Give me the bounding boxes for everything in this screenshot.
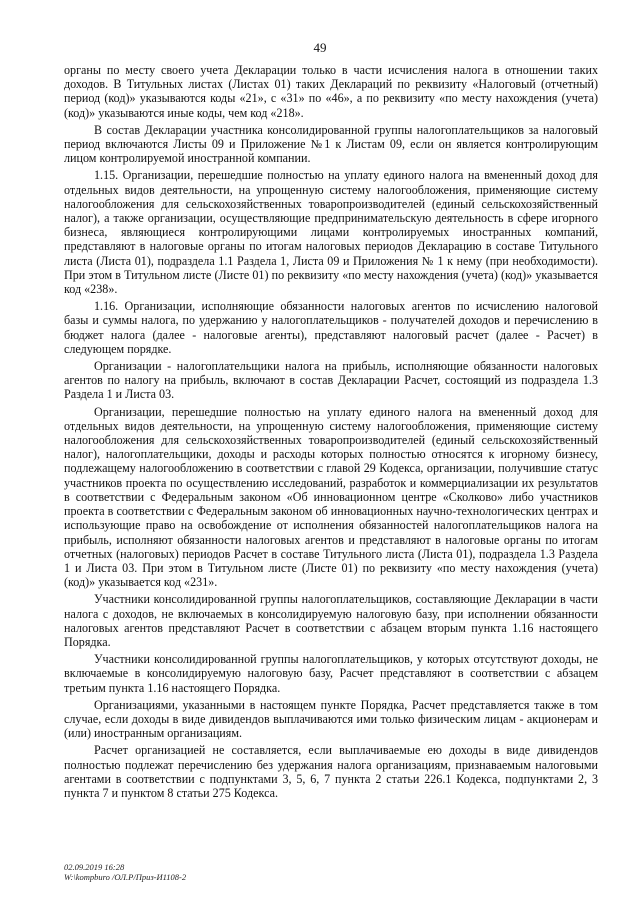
paragraph: Организации - налогоплательщики налога на прибыль, исполняющие обязанности налоговых агентов по налогу на прибыль, включают в состав Декларации Расчет, состоящий из подраздела 1.3 Раздела 1 и Листа 03.	[64, 359, 598, 402]
paragraph: Участники консолидированной группы налогоплательщиков, у которых отсутствуют доходы, не включаемые в консолидируемую налоговую базу, Расчет представляют в соответствии с абзацем третьим пункта 1.16 настоящего Порядка.	[64, 652, 598, 695]
paragraph: органы по месту своего учета Декларации только в части исчисления налога в отношении таких доходов. В Титульных листах (Листах 01) таких Деклараций по реквизиту «Налоговый (отчетный) период (код)» указываются коды «21», с «31» по «46», а по реквизиту «по месту нахождения (учета) (код)» указываются иные коды, чем код «218».	[64, 63, 598, 120]
document-footer	[64, 862, 186, 882]
footer-date: 02.09.2019 16:28	[64, 862, 125, 872]
page-number: 49	[313, 40, 327, 55]
paragraph: 1.15. Организации, перешедшие полностью на уплату единого налога на вмененный доход для отдельных видов деятельности, на упрощенную систему налогообложения, применяющие систему налогообложения для сельскохозяйственных товаропроизводителей (единый сельскохозяйственный налог), а также организации, осуществляющие предпринимательскую деятельность в сфере игорного бизнеса, являющиеся контролирующими лицами контролируемых иностранных компаний, представляют в налоговые органы по итогам налоговых периодов Декларацию в составе Титульного листа (Листа 01), подраздела 1.1 Раздела 1, Листа 09 и Приложения № 1 к нему (при необходимости). При этом в Титульном листе (Листе 01) по реквизиту «по месту нахождения (учета) (код)» указывается код «238».	[64, 168, 598, 297]
paragraph: Участники консолидированной группы налогоплательщиков, составляющие Декларации в части налога с доходов, не включаемых в консолидируемую налоговую базу, при исполнении обязанности налоговых агентов представляют Расчет в соответствии с абзацем вторым пункта 1.16 настоящего Порядка.	[64, 592, 598, 649]
paragraph: Расчет организацией не составляется, если выплачиваемые ею доходы в виде дивидендов полностью подлежат перечислению без удержания налога организациям, признаваемым налоговыми агентами в соответствии с подпунктами 3, 5, 6, 7 пункта 2 статьи 226.1 Кодекса, подпунктами 2, 3 пункта 7 и пунктом 8 статьи 275 Кодекса.	[64, 743, 598, 800]
paragraph: Организациями, указанными в настоящем пункте Порядка, Расчет представляется также в том случае, если доходы в виде дивидендов выплачиваются ими только физическим лицам - акционерам и (или) иностранным организациям.	[64, 697, 598, 741]
footer-file-path: W:\kompburo /ОЛ.Р/Приз-И1108-2	[64, 872, 187, 882]
paragraph: Организации, перешедшие полностью на уплату единого налога на вмененный доход для отдельных видов деятельности, на упрощенную систему налогообложения, применяющие систему налогообложения для сельскохозяйственных товаропроизводителей (единый сельскохозяйственный налог), налогоплательщики, доходы и расходы которых полностью относятся к игорному бизнесу, подлежащему налогообложению в соответствии с главой 29 Кодекса, организации, получившие статус участников проекта по осуществлению исследований, разработок и коммерциализации их результатов в соответствии с Федеральным законом «Об инновационном центре «Сколково» либо участников проекта в соответствии с Федеральным законом об инновационных научно-технологических центрах и использующие право на освобождение от исполнения обязанностей налогоплательщиков налога на прибыль, исполняют обязанности налоговых агентов и представляют в налоговые органы по итогам отчетных (налоговых) периодов Расчет в составе Титульного листа (Листа 01), подраздела 1.3 Раздела 1 и Листа 03. При этом в Титульном листе (Листе 01) по реквизиту «по месту нахождения (учета) (код)» указывается код «231».	[64, 404, 598, 590]
paragraph: 1.16. Организации, исполняющие обязанности налоговых агентов по исчислению налоговой базы и суммы налога, по удержанию у налогоплательщиков - получателей доходов и перечислению в бюджет налога (далее - налоговые агенты), представляют налоговый расчет (далее - Расчет) в следующем порядке.	[64, 299, 598, 356]
paragraph: В состав Декларации участника консолидированной группы налогоплательщиков за налоговый период включаются Листы 09 и Приложение №1 к Листам 09, если он является контролирующим лицом контролируемой иностранной компании.	[64, 122, 598, 166]
document-body	[64, 63, 598, 803]
